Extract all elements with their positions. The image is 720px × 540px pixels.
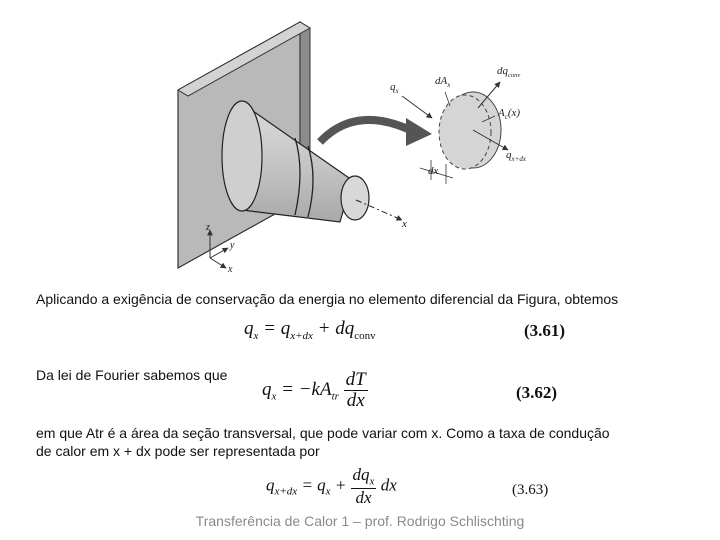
- equation-3-62: $q_x = -kA_{tr}$ $\frac{dT}{dx}$: [262, 369, 366, 411]
- paragraph-fourier: Da lei de Fourier sabemos que: [36, 367, 228, 383]
- zoom-arrow: [320, 120, 410, 142]
- equation-3-63-number: (3.63): [512, 482, 549, 498]
- svg-text:z: z: [206, 222, 210, 233]
- fin-axis-x-label: x: [402, 218, 407, 230]
- equation-3-61-number: (3.61): [524, 321, 566, 340]
- zoom-arrow-head: [406, 118, 432, 146]
- svg-text:y: y: [230, 240, 235, 251]
- slide-footer: Transferência de Calor 1 – prof. Rodrigo Schlischting: [195, 513, 525, 529]
- qx-label: $q_x$: [390, 81, 399, 95]
- qxdx-label: $q_{x+dx}$: [506, 149, 526, 163]
- equation-3-63: $q_{x+dx} = q_x$ + $\frac{dq_x}{dx}$ dx: [266, 465, 397, 507]
- qx-arrow: [402, 96, 432, 118]
- paragraph-cross-section-line1: em que Atr é a área da seção transversal, que pode variar com x. Como a taxa de condução: [36, 425, 610, 441]
- differential-element: [439, 92, 501, 169]
- equation-3-61: $q_x = q_{x+dx} + dq_{conv}$: [244, 318, 376, 342]
- equation-3-62-number: (3.62): [516, 383, 558, 402]
- svg-text:x: x: [228, 264, 233, 275]
- dax-label: $dA_x$: [435, 75, 451, 89]
- ac-label: $A_c(x)$: [498, 107, 521, 121]
- dx-label: dx: [428, 165, 439, 177]
- paragraph-energy-conservation: Aplicando a exigência de conservação da energia no elemento diferencial da Figura, obtemos: [36, 291, 619, 307]
- fin-element-figure: [170, 10, 550, 280]
- dqconv-label: $dq_{conv}$: [497, 65, 521, 79]
- paragraph-cross-section-line2: de calor em x + dx pode ser representada por: [36, 443, 320, 459]
